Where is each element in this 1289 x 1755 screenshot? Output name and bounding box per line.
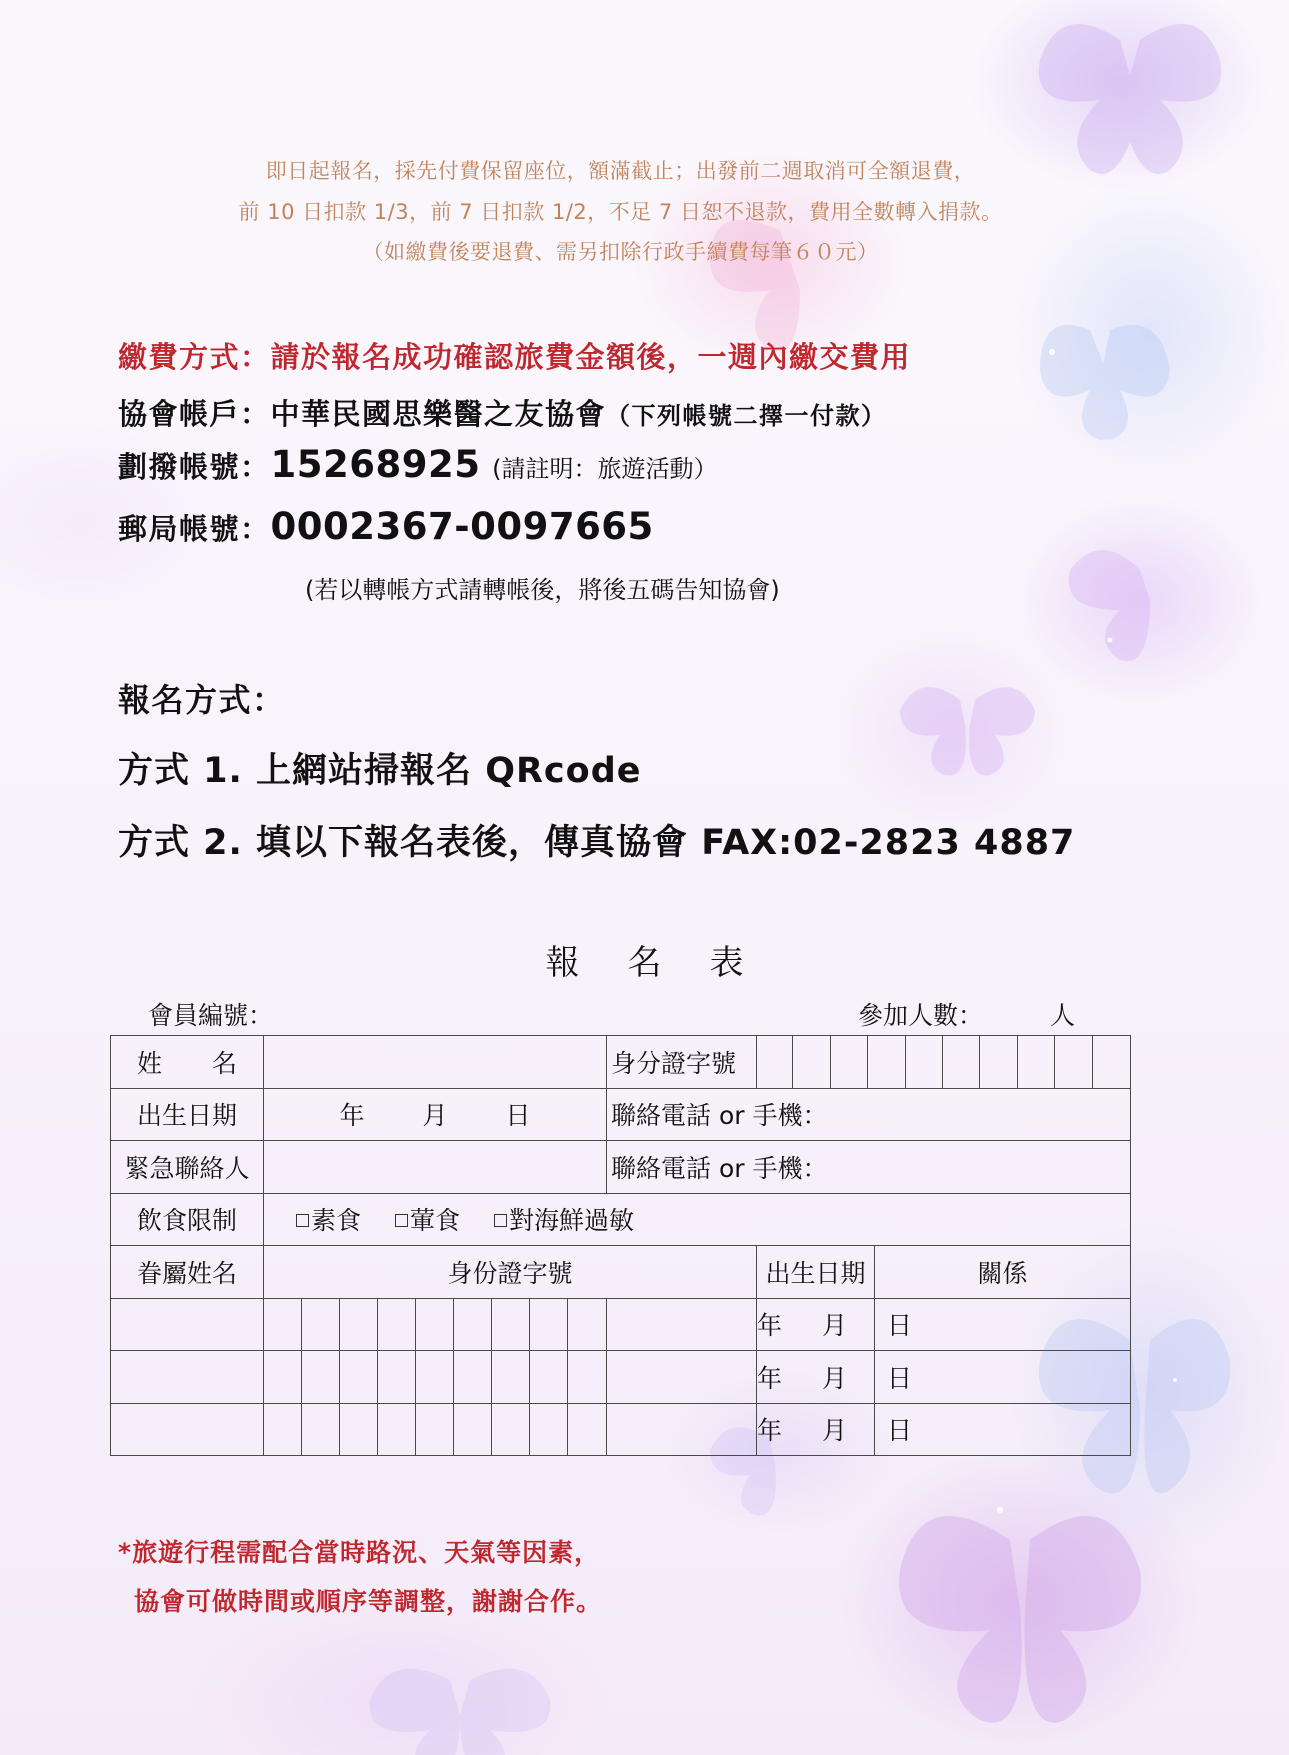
family-id-box[interactable] [492,1403,530,1456]
family-id-box[interactable] [340,1298,378,1351]
family-id-header: 身份證字號 [264,1246,757,1299]
postal-number: 0002367-0097665 [270,505,654,548]
diet-option-non-vegetarian[interactable]: 葷食 [395,1206,460,1235]
family-id-box[interactable] [264,1403,302,1456]
postal-account [118,505,654,548]
family-id-box[interactable] [530,1351,568,1404]
family-id-box[interactable] [568,1351,607,1404]
year-label: 年 [339,1101,365,1131]
payment-method: 繳費方式：請於報名成功確認旅費金額後，一週內繳交費用 [118,340,912,374]
family-name-field[interactable] [111,1351,264,1404]
family-id-box[interactable] [378,1351,416,1404]
checkbox-icon[interactable] [296,1214,309,1227]
account-note: （下列帳號二擇一付款） [606,402,887,430]
id-number-boxes[interactable] [757,1036,1131,1089]
family-name-field[interactable] [111,1298,264,1351]
family-id-box[interactable] [302,1298,340,1351]
day-label: 日 [505,1101,531,1131]
signup-option-1: 方式 1. 上網站掃報名 QRcode [118,751,642,791]
phone-label: 聯絡電話 or 手機： [611,1101,828,1131]
family-id-box[interactable] [378,1403,416,1456]
family-id-box[interactable] [416,1403,454,1456]
family-id-box[interactable] [302,1403,340,1456]
birth-row [111,1088,1131,1141]
form-title: 報名表 [545,943,792,983]
family-id-box[interactable] [264,1351,302,1404]
transfer-number: 15268925 [270,443,481,486]
family-birth-field[interactable]: 年 月 日 [757,1298,875,1351]
member-no-label: 會員編號： [148,1001,274,1030]
family-relation-field[interactable] [875,1298,1131,1351]
emergency-phone-label: 聯絡電話 or 手機： [611,1153,828,1183]
family-id-box[interactable] [454,1403,492,1456]
transfer-label: 劃撥帳號： [118,450,271,484]
family-id-box[interactable] [607,1403,757,1456]
family-id-box[interactable] [530,1403,568,1456]
diet-option-vegetarian[interactable]: 素食 [296,1206,361,1235]
emergency-contact-field[interactable] [264,1141,607,1194]
diet-row [111,1193,1131,1246]
participants-label: 參加人數： [858,1001,984,1030]
diet-label: 飲食限制 [111,1193,264,1246]
signup-option-2: 方式 2. 填以下報名表後，傳真協會 FAX:02-2823 4887 [118,823,1076,863]
family-id-box[interactable] [416,1351,454,1404]
postal-note: (若以轉帳方式請轉帳後，將後五碼告知協會) [305,576,780,604]
family-row [111,1298,1131,1351]
family-id-box[interactable] [378,1298,416,1351]
notice-line-2: 前 10 日扣款 1/3，前 7 日扣款 1/2，不足 7 日恕不退款，費用全數轉入捐款。 [238,200,1003,224]
family-id-box[interactable] [568,1403,607,1456]
family-header-row [111,1246,1131,1299]
transfer-account [118,443,717,486]
participants-unit: 人 [1050,1001,1076,1030]
checkbox-icon[interactable] [395,1214,408,1227]
family-id-box[interactable] [607,1298,757,1351]
family-id-box[interactable] [454,1351,492,1404]
family-birth-header: 出生日期 [757,1246,875,1299]
emergency-row [111,1141,1131,1194]
family-row [111,1403,1131,1456]
emergency-label: 緊急聯絡人 [111,1141,264,1194]
family-id-box[interactable] [568,1298,607,1351]
transfer-note: (請註明：旅遊活動） [492,455,718,483]
family-id-box[interactable] [264,1298,302,1351]
name-row [111,1036,1131,1089]
diet-option-seafood-allergy[interactable]: 對海鮮過敏 [494,1206,634,1235]
family-name-field[interactable] [111,1403,264,1456]
family-name-header: 眷屬姓名 [111,1246,264,1299]
family-id-box[interactable] [492,1298,530,1351]
family-relation-header: 關係 [875,1246,1131,1299]
family-id-box[interactable] [492,1351,530,1404]
birth-label: 出生日期 [111,1088,264,1141]
account-label: 協會帳戶：中華民國思樂醫之友協會 [118,397,607,431]
name-field[interactable] [264,1036,607,1089]
checkbox-icon[interactable] [494,1214,507,1227]
registration-form-table [110,1035,1131,1456]
family-id-box[interactable] [607,1351,757,1404]
birth-date-field[interactable] [264,1088,607,1141]
id-label: 身分證字號 [607,1036,757,1089]
family-id-box[interactable] [340,1351,378,1404]
family-birth-field[interactable]: 年 月 日 [757,1351,875,1404]
association-account [118,392,887,433]
name-label: 姓 名 [111,1036,264,1089]
family-row [111,1351,1131,1404]
family-id-box[interactable] [530,1298,568,1351]
family-id-box[interactable] [454,1298,492,1351]
month-label: 月 [422,1101,448,1131]
family-relation-field[interactable] [875,1351,1131,1404]
phone-field[interactable] [607,1088,1131,1141]
remark-line-1: *旅遊行程需配合當時路況、天氣等因素， [118,1538,601,1567]
family-id-box[interactable] [416,1298,454,1351]
remark-line-2: 協會可做時間或順序等調整，謝謝合作。 [134,1587,603,1616]
family-id-box[interactable] [340,1403,378,1456]
emergency-phone-field[interactable] [607,1141,1131,1194]
notice-line-1: 即日起報名，採先付費保留座位，額滿截止；出發前二週取消可全額退費， [265,159,976,183]
signup-heading: 報名方式： [118,681,286,719]
notice-line-3: （如繳費後要退費、需另扣除行政手續費每筆６０元） [362,240,879,264]
family-id-box[interactable] [302,1351,340,1404]
family-relation-field[interactable] [875,1403,1131,1456]
family-birth-field[interactable]: 年 月 日 [757,1403,875,1456]
diet-options [264,1193,1131,1246]
postal-label: 郵局帳號： [118,512,271,546]
